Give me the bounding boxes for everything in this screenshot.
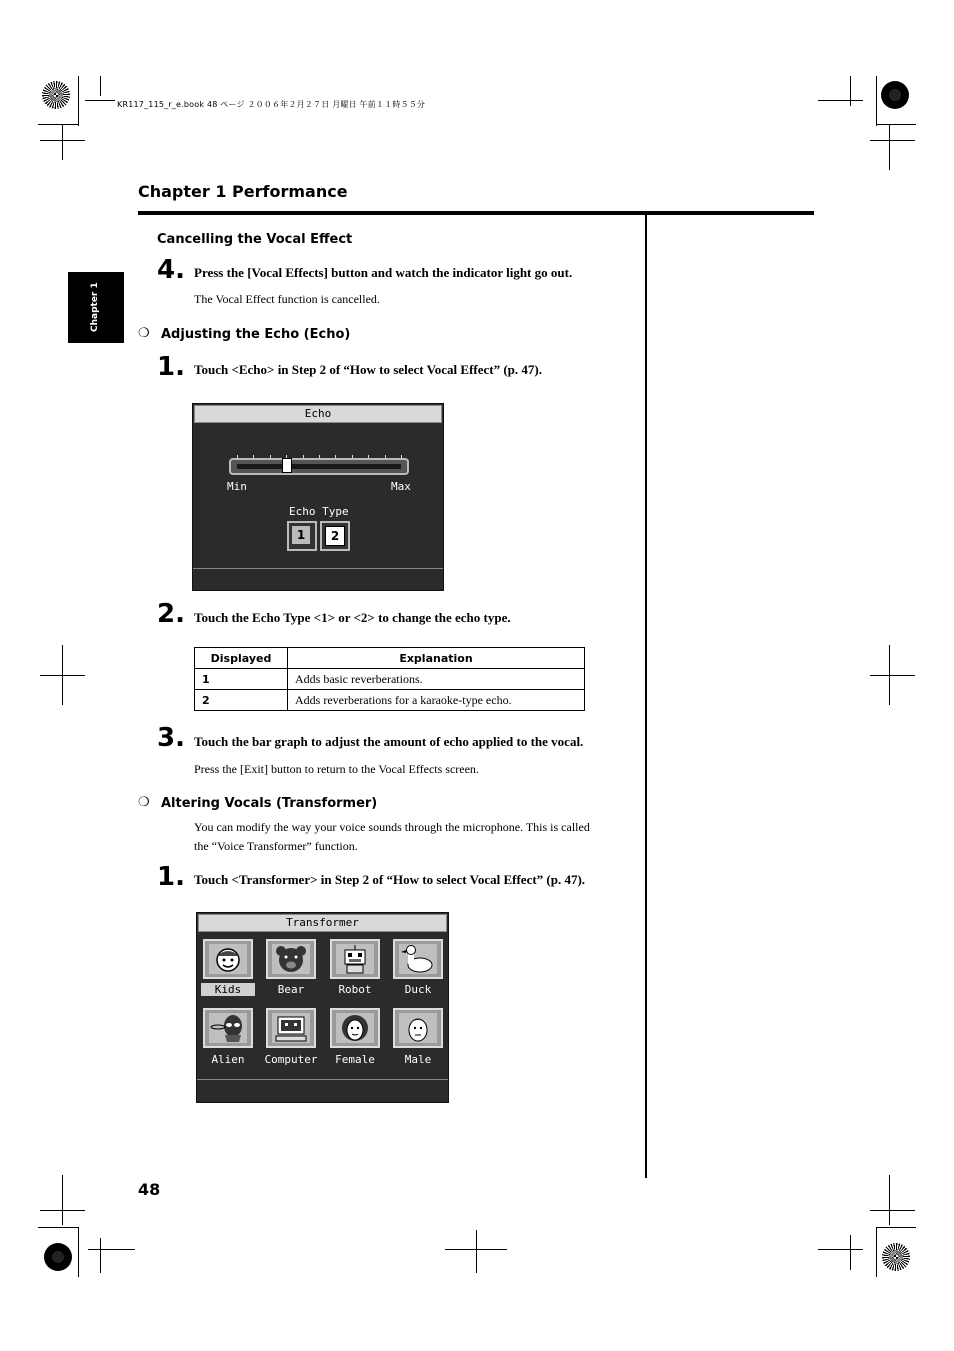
slider-tick [319,455,320,458]
table-cell: 2 [195,690,288,711]
bullet-icon: ❍ [138,325,150,340]
computer-label: Computer [264,1053,318,1066]
slider-tick [335,455,336,458]
step-note: Press the [Exit] button to return to the Vocal Effects screen. [194,762,479,776]
chapter-title: Chapter 1 Performance [138,182,348,201]
kids-icon [209,944,247,974]
chapter-tab [68,272,124,343]
table-row [195,690,585,711]
max-label: Max [391,480,411,493]
step-number: 4. [157,255,185,285]
step-text: Touch <Echo> in Step 2 of “How to select Vocal Effect” (p. 47). [194,362,542,377]
column-divider [645,215,647,1178]
slider-tick [401,455,402,458]
step-number: 1. [157,352,185,382]
page-number: 48 [138,1180,161,1199]
section-heading-cancel: Cancelling the Vocal Effect [157,232,353,247]
echo-level-slider[interactable] [229,458,409,475]
robot-icon [336,944,374,974]
duck-icon [399,944,437,974]
step-text: Touch the bar graph to adjust the amount of echo applied to the vocal. [194,734,584,749]
intro-text: You can modify the way your voice sounds through the microphone. This is called [194,820,590,834]
male-button[interactable] [393,1008,443,1048]
section-heading-transformer: Altering Vocals (Transformer) [161,796,378,811]
table-row [195,669,585,690]
slider-tick [270,455,271,458]
slider-tick [286,455,287,458]
bear-button[interactable] [266,939,316,979]
male-icon [399,1013,437,1043]
robot-label: Robot [338,983,372,996]
male-label: Male [404,1053,432,1066]
registration-rosette [882,1243,910,1271]
intro-text: the “Voice Transformer” function. [194,839,358,853]
female-button[interactable] [330,1008,380,1048]
echo-type-2-button[interactable]: 2 [320,521,350,551]
computer-icon [272,1013,310,1043]
kids-label: Kids [201,983,255,996]
transformer-screen [196,912,449,1103]
table-cell: Adds basic reverberations. [288,669,585,690]
transformer-screen-title: Transformer [198,914,447,932]
duck-button[interactable] [393,939,443,979]
slider-tick [237,455,238,458]
bear-label: Bear [277,983,305,996]
step-text: Press the [Vocal Effects] button and watch the indicator light go out. [194,265,573,280]
bullet-icon: ❍ [138,794,150,809]
registration-rosette [42,81,70,109]
slider-tick [385,455,386,458]
bear-icon [272,944,310,974]
registration-rosette [44,1243,72,1271]
step-text: Touch the Echo Type <1> or <2> to change the echo type. [194,610,511,625]
slider-tick [352,455,353,458]
echo-type-table [194,647,585,711]
echo-screen [192,403,444,591]
table-header: Displayed [195,648,288,669]
chapter-tab-label: Chapter 1 [90,282,100,332]
table-header-row [195,648,585,669]
slider-thumb[interactable] [282,458,292,473]
slider-tick [253,455,254,458]
registration-rosette [881,81,909,109]
table-header: Explanation [288,648,585,669]
computer-button[interactable] [266,1008,316,1048]
print-header: KR117_115_r_e.book 48 ページ ２００６年２月２７日 月曜日 午前１１時５５分 [117,100,426,109]
robot-button[interactable] [330,939,380,979]
slider-tick [303,455,304,458]
alien-label: Alien [211,1053,245,1066]
alien-icon [209,1013,247,1043]
section-heading-echo: Adjusting the Echo (Echo) [161,327,351,342]
duck-label: Duck [404,983,432,996]
echo-type-1-button[interactable]: 1 [287,521,317,551]
female-icon [336,1013,374,1043]
table-cell: Adds reverberations for a karaoke-type echo. [288,690,585,711]
table-cell: 1 [195,669,288,690]
female-label: Female [335,1053,375,1066]
slider-tick [368,455,369,458]
echo-screen-title: Echo [194,405,442,423]
step-number: 2. [157,599,185,629]
chapter-rule [138,211,814,215]
kids-button[interactable] [203,939,253,979]
alien-button[interactable] [203,1008,253,1048]
echo-type-label: Echo Type [289,505,349,518]
step-note: The Vocal Effect function is cancelled. [194,292,380,306]
step-number: 3. [157,723,185,753]
step-number: 1. [157,862,185,892]
step-text: Touch <Transformer> in Step 2 of “How to select Vocal Effect” (p. 47). [194,872,586,887]
min-label: Min [227,480,247,493]
